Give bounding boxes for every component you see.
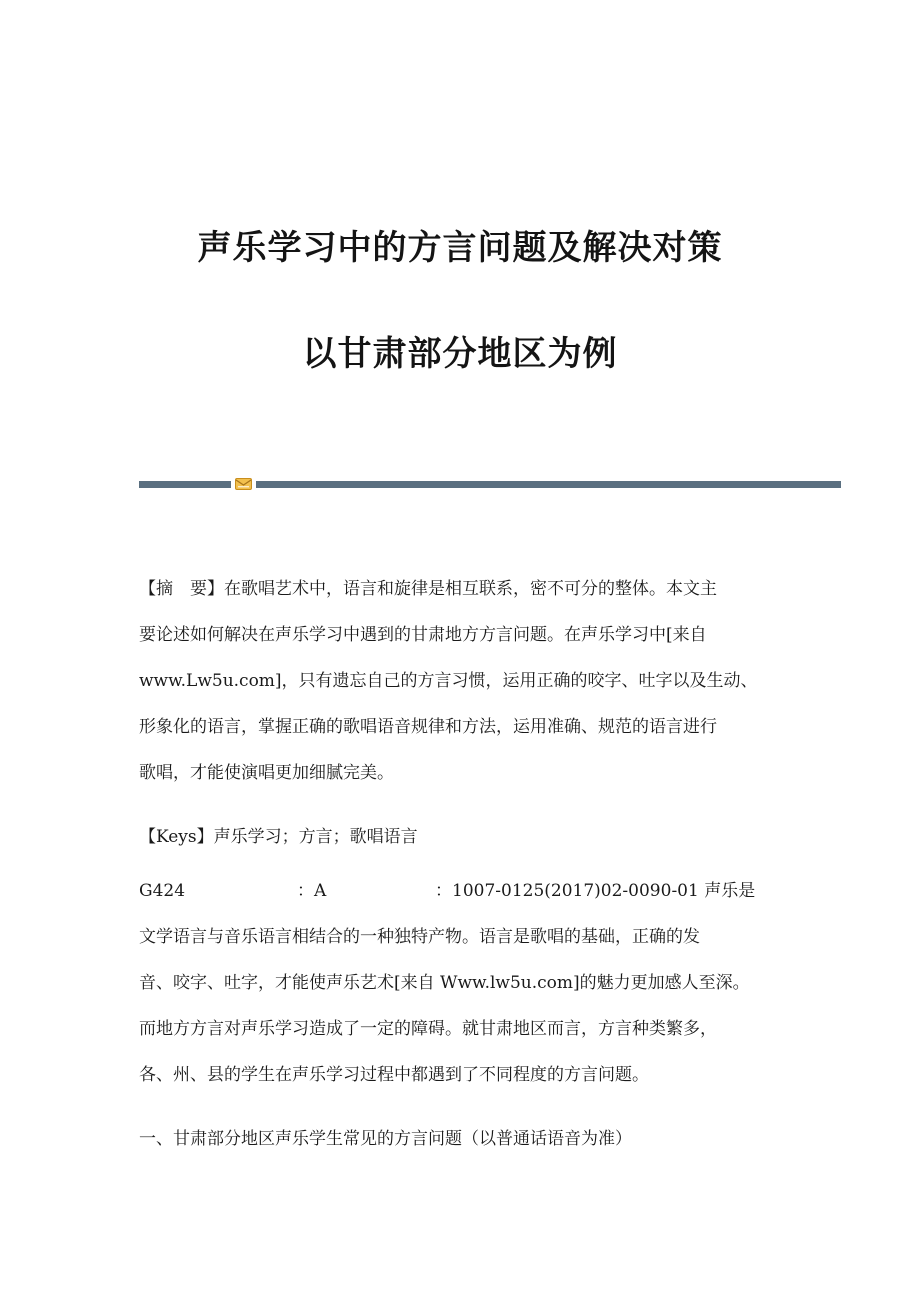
abstract-line: 【摘 要】在歌唱艺术中，语言和旋律是相互联系，密不可分的整体。本文主: [139, 579, 717, 599]
body-line: 而地方方言对声乐学习造成了一定的障碍。就甘肃地区而言，方言种类繁多，: [139, 1019, 717, 1039]
divider-bar-right: [256, 481, 841, 488]
keywords-paragraph: [139, 814, 779, 860]
body-paragraph: [139, 868, 779, 1098]
article-id: ：1007-0125(2017)02-0090-01 声乐是: [435, 881, 756, 901]
title-divider: [139, 478, 841, 490]
body-line: 音、咬字、吐字，才能使声乐艺术[来自 Www.lw5u.com]的魅力更加感人至深。: [139, 973, 750, 993]
abstract-line: 要论述如何解决在声乐学习中遇到的甘肃地方方言问题。在声乐学习中[来自: [139, 625, 707, 645]
abstract-line: 歌唱，才能使演唱更加细腻完美。: [139, 763, 394, 783]
document-subtitle: 以甘肃部分地区为例: [302, 334, 618, 374]
clc-number: G424: [139, 881, 186, 901]
body-line: 文学语言与音乐语言相结合的一种独特产物。语言是歌唱的基础，正确的发: [139, 927, 700, 947]
divider-bar-left: [139, 481, 231, 488]
section-heading: [139, 1116, 779, 1162]
classification-line: [139, 868, 779, 914]
abstract-line: www.Lw5u.com]，只有遗忘自己的方言习惯，运用正确的咬字、吐字以及生动、: [139, 671, 758, 691]
section-heading-text: 一、甘肃部分地区声乐学生常见的方言问题（以普通话语音为准）: [139, 1129, 632, 1149]
body-line: 各、州、县的学生在声乐学习过程中都遇到了不同程度的方言问题。: [139, 1065, 649, 1085]
abstract-line: 形象化的语言，掌握正确的歌唱语音规律和方法，运用准确、规范的语言进行: [139, 717, 717, 737]
envelope-ornament-icon: [235, 478, 252, 490]
keywords-line: 【Keys】声乐学习；方言；歌唱语言: [139, 827, 418, 847]
abstract-paragraph: [139, 566, 779, 796]
document-code: ：A: [297, 881, 327, 901]
document-title: 声乐学习中的方言问题及解决对策: [197, 228, 723, 268]
